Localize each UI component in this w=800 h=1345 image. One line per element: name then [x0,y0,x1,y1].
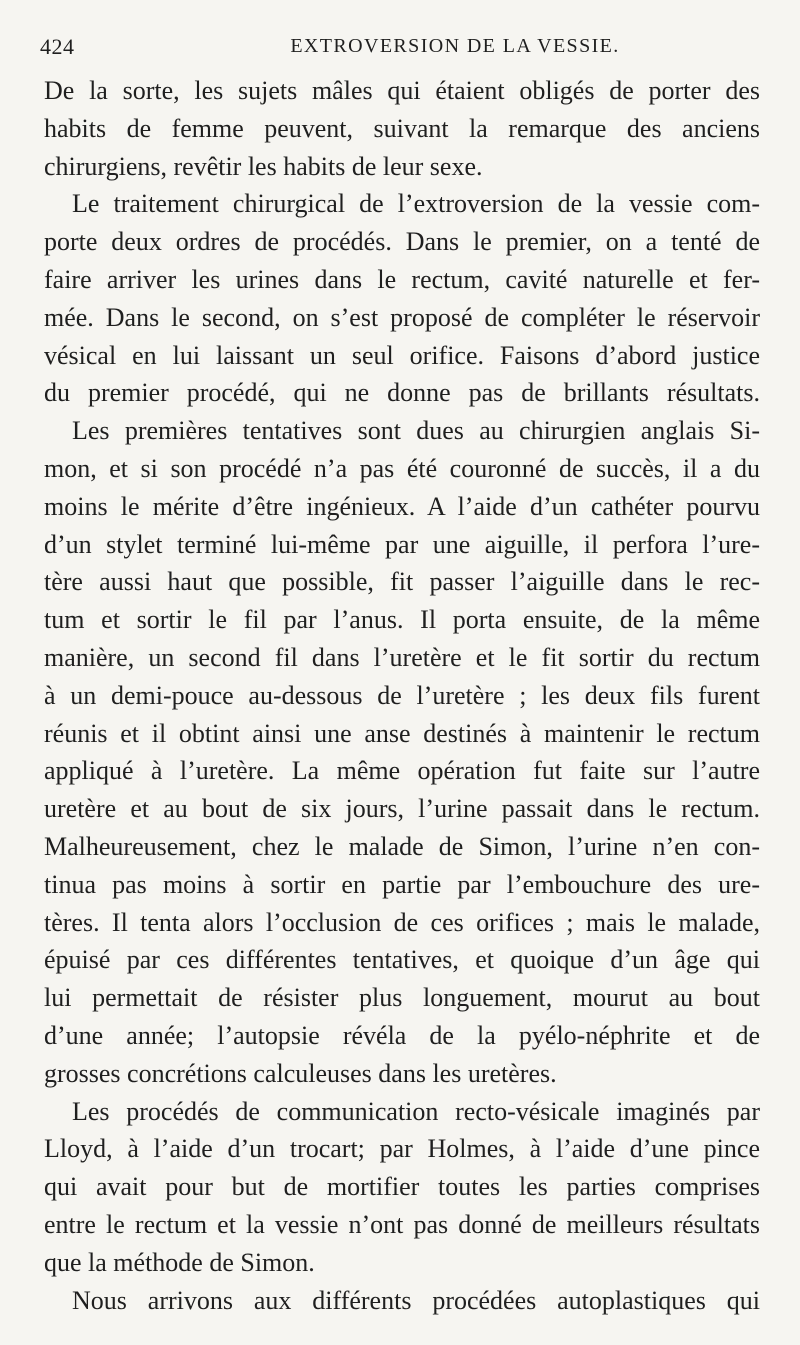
text-line: entre le rectum et la vessie n’ont pas donné de meilleurs résultats [44,1209,760,1239]
paragraph-4 [44,1093,760,1282]
text-line: appliqué à l’uretère. La même opération fut faite sur l’autre [44,756,760,786]
text-line: porte deux ordres de procédés. Dans le premier, on a tenté de [44,227,760,257]
text-line: tum et sortir le fil par l’anus. Il porta ensuite, de la même [44,605,760,635]
text-line: moins le mérite d’être ingénieux. A l’aide d’un cathéter pourvu [44,491,760,521]
text-line: mon, et si son procédé n’a pas été couronné de succès, il a du [44,453,760,483]
text-line: manière, un second fil dans l’uretère et le fit sortir du rectum [44,642,760,672]
body-text [44,72,760,1319]
paragraph-3 [44,412,760,1092]
text-line: De la sorte, les sujets mâles qui étaient obligés de porter des [44,76,760,105]
text-line: chirurgiens, revêtir les habits de leur sexe. [44,151,483,181]
text-line: que la méthode de Simon. [44,1247,315,1277]
text-line: à un demi-pouce au-dessous de l’uretère ; les deux fils furent [44,680,760,710]
text-line: Nous arrivons aux différents procédées autoplastiques qui [72,1285,760,1315]
paragraph-1 [44,72,760,185]
text-line: tères. Il tenta alors l’occlusion de ces orifices ; mais le malade, [44,907,760,937]
text-line: habits de femme peuvent, suivant la remarque des anciens [44,113,760,143]
text-line: épuisé par ces différentes tentatives, et quoique d’un âge qui [44,945,760,975]
text-line: Lloyd, à l’aide d’un trocart; par Holmes, à l’aide d’une pince [44,1134,760,1164]
text-line: lui permettait de résister plus longuement, mourut au bout [44,983,760,1013]
text-line: Les procédés de communication recto-vésicale imaginés par [72,1096,760,1126]
running-title: EXTROVERSION DE LA VESSIE. [290,35,620,57]
text-line: du premier procédé, qui ne donne pas de brillants résultats. [44,378,760,408]
text-line: mée. Dans le second, on s’est proposé de compléter le réservoir [44,302,760,332]
text-line: Malheureusement, chez le malade de Simon, l’urine n’en con- [44,831,760,861]
text-line: vésical en lui laissant un seul orifice. Faisons d’abord justice [44,340,760,370]
text-line: qui avait pour but de mortifier toutes les parties comprises [44,1172,760,1202]
paragraph-2 [44,185,760,412]
text-line: uretère et au bout de six jours, l’urine passait dans le rectum. [44,794,760,824]
page-header [40,34,760,64]
text-line: faire arriver les urines dans le rectum, cavité naturelle et fer- [44,264,760,294]
text-line: Les premières tentatives sont dues au chirurgien anglais Si- [72,416,760,446]
text-line: tinua pas moins à sortir en partie par l’embouchure des ure- [44,869,760,899]
text-line: d’une année; l’autopsie révéla de la pyélo-néphrite et de [44,1020,760,1050]
page-number: 424 [40,34,75,59]
text-line: grosses concrétions calculeuses dans les uretères. [44,1058,557,1088]
text-line: réunis et il obtint ainsi une anse destinés à maintenir le rectum [44,718,760,748]
text-line: Le traitement chirurgical de l’extroversion de la vessie com- [72,189,760,219]
paragraph-5 [44,1282,760,1320]
text-line: d’un stylet terminé lui-même par une aiguille, il perfora l’ure- [44,529,760,559]
text-line: tère aussi haut que possible, fit passer l’aiguille dans le rec- [44,567,760,597]
